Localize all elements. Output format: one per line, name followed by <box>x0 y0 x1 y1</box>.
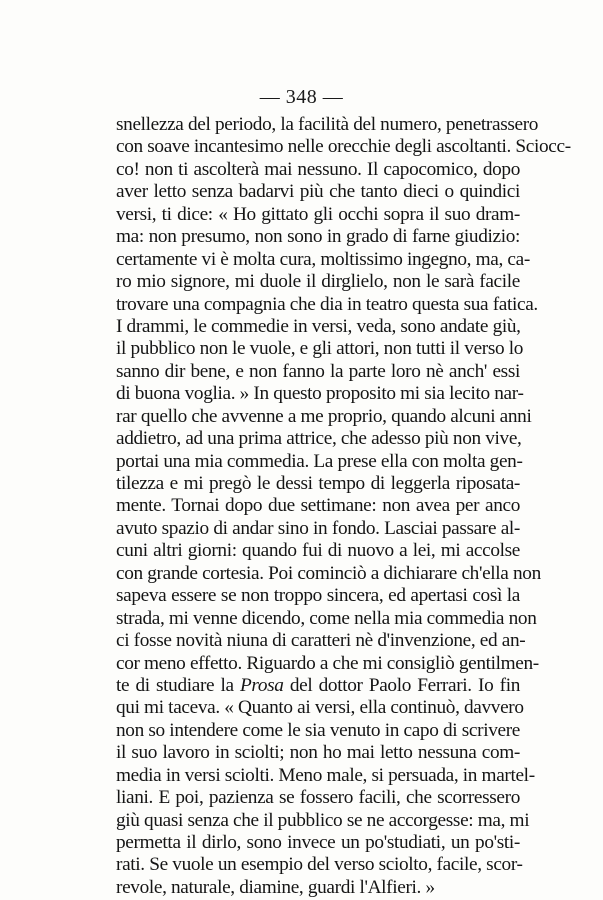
text-line: media in versi sciolti. Meno male, si persuada, in martel- <box>116 764 535 786</box>
text-line: I drammi, le commedie in versi, veda, sono andate giù, <box>116 315 521 337</box>
text-line: non so intendere come le sia venuto in capo di scrivere <box>116 719 520 741</box>
text-line: portai una mia commedia. La prese ella con molta gen- <box>116 450 523 472</box>
work-title-prosa: Prosa <box>240 674 284 696</box>
text-line: ma: non presumo, non sono in grado di farne giudizio: <box>116 226 520 248</box>
text-line: sapeva essere se non troppo sincera, ed apertasi così la <box>116 585 520 607</box>
text-line: avuto spazio di andar sino in fondo. Lasciai passare al- <box>116 517 520 539</box>
text-line: qui mi taceva. « Quanto ai versi, ella continuò, davvero <box>116 697 524 719</box>
line-segment: del dottor Paolo Ferrari. Io fin <box>283 674 520 696</box>
text-line: snellezza del periodo, la facilità del numero, penetrassero <box>116 114 539 135</box>
text-line: con grande cortesia. Poi cominciò a dichiarare ch'ella non <box>116 562 541 584</box>
text-line: di buona voglia. » In questo proposito mi sia lecito nar- <box>116 383 524 405</box>
text-line: con soave incantesimo nelle orecchie degli ascoltanti. Sciocc- <box>116 136 571 158</box>
line-segment: te di studiare la <box>116 674 240 696</box>
text-line: il suo lavoro in sciolti; non ho mai letto nessuna com- <box>116 742 520 764</box>
page-number: — 348 — <box>259 86 344 108</box>
text-line: ro mio signore, mi duole il dirglielo, non le sarà facile <box>116 271 520 293</box>
text-line: versi, ti dice: « Ho gittato gli occhi sopra il suo dram- <box>116 203 520 225</box>
text-line: il pubblico non le vuole, e gli attori, non tutti il verso lo <box>116 338 524 360</box>
text-line: aver letto senza badarvi più che tanto dieci o quindici <box>116 181 520 203</box>
text-line: trovare una compagnia che dia in teatro questa sua fatica. <box>116 293 538 315</box>
text-line-with-title <box>116 675 520 697</box>
text-line: strada, mi venne dicendo, come nella mia commedia non <box>116 607 537 629</box>
text-line: permetta il dirlo, sono invece un po'studiati, un po'sti- <box>116 832 520 853</box>
text-line: certamente vi è molta cura, moltissimo ingegno, ma, ca- <box>116 248 530 270</box>
text-line: co! non ti ascolterà mai nessuno. Il capocomico, dopo <box>116 158 520 180</box>
text-line-last: revole, naturale, diamine, guardi l'Alfieri. » <box>116 876 435 898</box>
body-text <box>116 114 571 899</box>
text-line: rati. Se vuole un esempio del verso sciolto, facile, scor- <box>116 854 523 876</box>
text-line: addietro, ad una prima attrice, che adesso più non vive, <box>116 428 522 450</box>
text-line: tilezza e mi pregò le dessi tempo di leggerla riposata- <box>116 473 520 494</box>
text-line: liani. E poi, pazienza se fossero facili, che scorressero <box>116 787 520 809</box>
text-line: cuni altri giorni: quando fui di nuovo a lei, mi accolse <box>116 540 520 562</box>
text-line: cor meno effetto. Riguardo a che mi consigliò gentilmen- <box>116 652 539 674</box>
text-line: giù quasi senza che il pubblico se ne accorgesse: ma, mi <box>116 809 530 831</box>
text-line: sanno dir bene, e non fanno la parte loro nè anch' essi <box>116 360 520 382</box>
text-line: rar quello che avvenne a me proprio, quando alcuni anni <box>116 405 532 427</box>
text-line: mente. Tornai dopo due settimane: non avea per anco <box>116 495 520 517</box>
text-line: ci fosse novità niuna di caratteri nè d'invenzione, ed an- <box>116 630 526 652</box>
